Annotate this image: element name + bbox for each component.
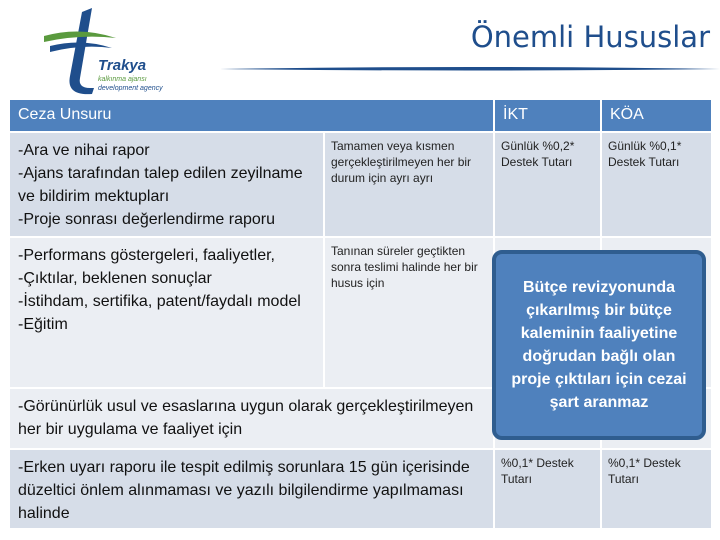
row2-item: -Çıktılar, beklenen sonuçlar (18, 270, 212, 287)
title-underline (220, 66, 720, 72)
row2-item: -İstihdam, sertifika, patent/faydalı model (18, 293, 301, 310)
row4-koa: %0,1* Destek Tutarı (602, 450, 713, 530)
logo-wordmark: Trakya (98, 57, 147, 74)
budget-revision-callout: Bütçe revizyonunda çıkarılmış bir bütçe kaleminin faaliyetine doğrudan bağlı olan proje çıktıları için cezai şart aranmaz (492, 250, 706, 440)
header-ikt: İKT (495, 100, 602, 133)
row2-item: -Performans göstergeleri, faaliyetler, (18, 247, 275, 264)
row1-item: -Ara ve nihai rapor (18, 142, 150, 159)
row1-ikt: Günlük %0,2* Destek Tutarı (495, 133, 602, 238)
logo-tagline-2: development agency (98, 85, 163, 92)
row2-condition: Tanınan süreler geçtikten sonra teslimi halinde her bir husus için (325, 238, 495, 389)
page-title: Önemli Hususlar (470, 20, 710, 54)
row1-koa: Günlük %0,1* Destek Tutarı (602, 133, 713, 238)
row4-ikt: %0,1* Destek Tutarı (495, 450, 602, 530)
header-koa: KÖA (602, 100, 713, 133)
row3-text: -Görünürlük usul ve esaslarına uygun olarak gerçekleştirilmeyen her bir uygulama ve faaliyet için (10, 389, 495, 450)
header-ceza-unsuru: Ceza Unsuru (10, 100, 495, 133)
logo-stem-icon (69, 8, 94, 94)
row1-items (10, 133, 325, 238)
row4-text: -Erken uyarı raporu ile tespit edilmiş sorunlara 15 gün içerisinde düzeltici önlem alınmaması ve yazılı bilgilendirme yapılmaması halinde (10, 450, 495, 530)
row1-condition: Tamamen veya kısmen gerçekleştirilmeyen her bir durum için ayrı ayrı (325, 133, 495, 238)
row2-item: -Eğitim (18, 316, 68, 333)
row2-items (10, 238, 325, 389)
row1-item: -Ajans tarafından talep edilen zeyilname ve bildirim mektupları (18, 165, 303, 205)
logo-tagline-1: kalkınma ajansı (98, 76, 147, 83)
row1-item: -Proje sonrası değerlendirme raporu (18, 211, 276, 228)
trakya-logo (20, 8, 190, 96)
